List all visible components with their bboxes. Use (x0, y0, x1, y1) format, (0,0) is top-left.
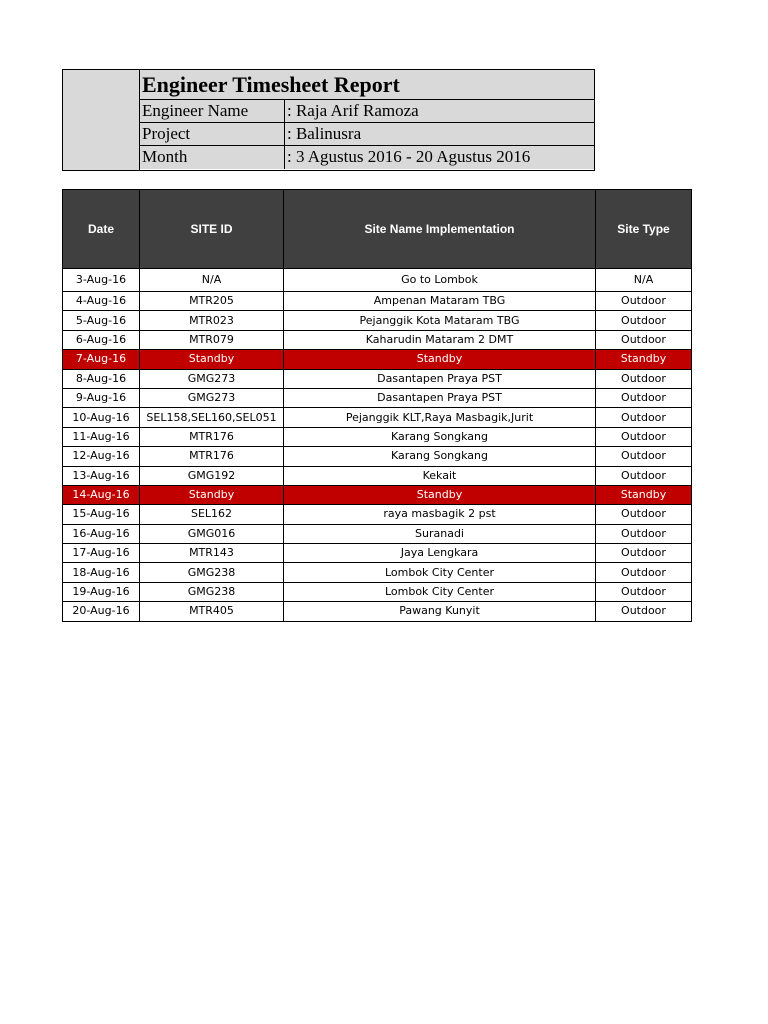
field-value: : Balinusra (284, 123, 594, 145)
cell-site-id: MTR143 (140, 544, 284, 563)
cell-site-name: Standby (284, 485, 596, 504)
cell-date: 12-Aug-16 (63, 447, 140, 466)
table-row (63, 311, 692, 330)
cell-site-type: Standby (596, 485, 692, 504)
engineer-name-row (140, 100, 594, 123)
cell-site-type: Outdoor (596, 524, 692, 543)
cell-site-name: Standby (284, 350, 596, 369)
cell-site-id: MTR176 (140, 427, 284, 446)
cell-date: 16-Aug-16 (63, 524, 140, 543)
cell-site-type: Outdoor (596, 505, 692, 524)
cell-site-id: Standby (140, 350, 284, 369)
cell-site-type: Outdoor (596, 602, 692, 621)
cell-date: 5-Aug-16 (63, 311, 140, 330)
table-row (63, 505, 692, 524)
cell-site-type: Outdoor (596, 544, 692, 563)
timesheet-table (62, 189, 692, 622)
cell-site-name: Pejanggik KLT,Raya Masbagik,Jurit (284, 408, 596, 427)
cell-site-id: MTR023 (140, 311, 284, 330)
month-row (140, 146, 594, 169)
table-row (63, 269, 692, 292)
cell-site-name: Kaharudin Mataram 2 DMT (284, 330, 596, 349)
cell-site-id: MTR405 (140, 602, 284, 621)
table-row (63, 369, 692, 388)
table-row (63, 602, 692, 621)
header-date: Date (63, 190, 140, 269)
cell-site-type: Standby (596, 350, 692, 369)
cell-site-id: GMG273 (140, 369, 284, 388)
project-row (140, 123, 594, 146)
cell-site-name: Jaya Lengkara (284, 544, 596, 563)
cell-site-id: GMG238 (140, 563, 284, 582)
cell-date: 15-Aug-16 (63, 505, 140, 524)
table-row (63, 330, 692, 349)
cell-site-name: Pejanggik Kota Mataram TBG (284, 311, 596, 330)
cell-site-type: Outdoor (596, 582, 692, 601)
cell-site-id: MTR079 (140, 330, 284, 349)
cell-site-name: Lombok City Center (284, 582, 596, 601)
report-title: Engineer Timesheet Report (140, 70, 594, 100)
cell-site-id: Standby (140, 485, 284, 504)
cell-date: 8-Aug-16 (63, 369, 140, 388)
cell-site-id: GMG016 (140, 524, 284, 543)
cell-date: 6-Aug-16 (63, 330, 140, 349)
cell-site-type: N/A (596, 269, 692, 292)
cell-site-type: Outdoor (596, 563, 692, 582)
field-value: : 3 Agustus 2016 - 20 Agustus 2016 (284, 146, 594, 169)
cell-site-name: Suranadi (284, 524, 596, 543)
cell-site-type: Outdoor (596, 466, 692, 485)
cell-site-name: Lombok City Center (284, 563, 596, 582)
cell-site-id: N/A (140, 269, 284, 292)
cell-site-name: Dasantapen Praya PST (284, 388, 596, 407)
table-row (63, 582, 692, 601)
cell-date: 17-Aug-16 (63, 544, 140, 563)
header-site-name: Site Name Implementation (284, 190, 596, 269)
header-site-id: SITE ID (140, 190, 284, 269)
cell-site-type: Outdoor (596, 311, 692, 330)
cell-date: 4-Aug-16 (63, 292, 140, 311)
cell-site-id: GMG192 (140, 466, 284, 485)
cell-site-name: Dasantapen Praya PST (284, 369, 596, 388)
table-header-row (63, 190, 692, 269)
cell-site-name: Karang Songkang (284, 447, 596, 466)
table-body (63, 269, 692, 622)
logo-cell (63, 70, 140, 170)
cell-site-name: Kekait (284, 466, 596, 485)
table-row (63, 350, 692, 369)
cell-site-name: Go to Lombok (284, 269, 596, 292)
cell-date: 9-Aug-16 (63, 388, 140, 407)
cell-site-type: Outdoor (596, 388, 692, 407)
table-row (63, 466, 692, 485)
cell-date: 10-Aug-16 (63, 408, 140, 427)
cell-site-id: GMG238 (140, 582, 284, 601)
table-row (63, 524, 692, 543)
cell-site-type: Outdoor (596, 330, 692, 349)
cell-site-name: raya masbagik 2 pst (284, 505, 596, 524)
header-site-type: Site Type (596, 190, 692, 269)
cell-date: 18-Aug-16 (63, 563, 140, 582)
field-label: Project (142, 124, 191, 143)
field-label: Month (142, 147, 188, 166)
cell-site-type: Outdoor (596, 408, 692, 427)
cell-site-type: Outdoor (596, 427, 692, 446)
table-row (63, 485, 692, 504)
field-value: : Raja Arif Ramoza (284, 100, 594, 122)
cell-date: 13-Aug-16 (63, 466, 140, 485)
table-row (63, 544, 692, 563)
cell-site-name: Ampenan Mataram TBG (284, 292, 596, 311)
table-row (63, 563, 692, 582)
cell-date: 7-Aug-16 (63, 350, 140, 369)
cell-date: 3-Aug-16 (63, 269, 140, 292)
field-label: Engineer Name (142, 101, 249, 120)
report-info-box (62, 69, 595, 171)
cell-site-type: Outdoor (596, 369, 692, 388)
cell-site-id: GMG273 (140, 388, 284, 407)
cell-site-id: SEL158,SEL160,SEL051 (140, 408, 284, 427)
table-row (63, 292, 692, 311)
cell-site-id: SEL162 (140, 505, 284, 524)
table-row (63, 388, 692, 407)
cell-site-id: MTR205 (140, 292, 284, 311)
cell-date: 19-Aug-16 (63, 582, 140, 601)
table-row (63, 447, 692, 466)
cell-site-name: Karang Songkang (284, 427, 596, 446)
table-row (63, 427, 692, 446)
cell-site-type: Outdoor (596, 447, 692, 466)
cell-site-id: MTR176 (140, 447, 284, 466)
table-row (63, 408, 692, 427)
cell-date: 14-Aug-16 (63, 485, 140, 504)
cell-date: 11-Aug-16 (63, 427, 140, 446)
cell-date: 20-Aug-16 (63, 602, 140, 621)
cell-site-type: Outdoor (596, 292, 692, 311)
cell-site-name: Pawang Kunyit (284, 602, 596, 621)
